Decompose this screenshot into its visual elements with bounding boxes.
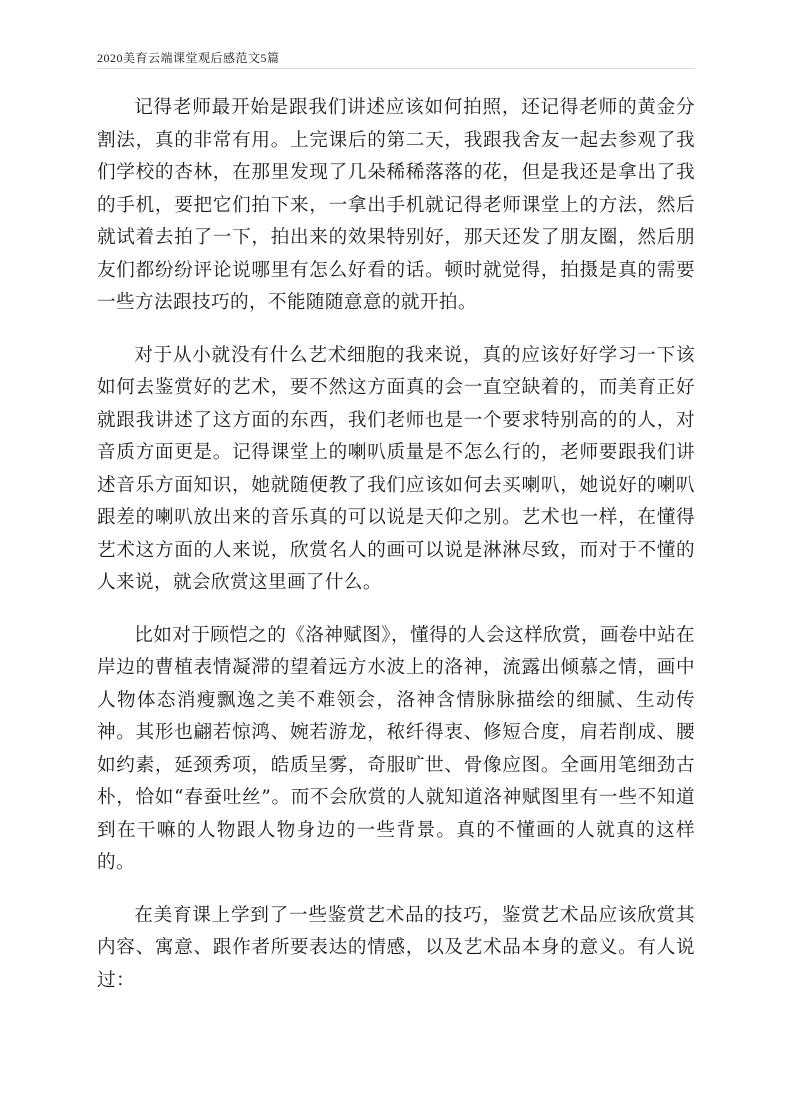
page-header-title: 2020美育云端课堂观后感范文5篇	[97, 51, 280, 65]
paragraph-luoshen-painting: 比如对于顾恺之的《洛神赋图》，懂得的人会这样欣赏，画卷中站在岸边的曹植表情凝滞的望着远方水波上的洛神，流露出倾慕之情，画中人物体态消瘦飘逸之美不难领会，洛神含情脉脉描绘的细腻、生动传神。其形也翩若惊鸿、婉若游龙，秾纤得衷、修短合度，肩若削成、腰如约素，延颈秀项，皓质呈雾，奇服旷世、骨像应图。全画用笔细劲古朴，恰如“春蚕吐丝”。而不会欣赏的人就知道洛神赋图里有一些不知道到在干嘛的人物跟人物身边的一些背景。真的不懂画的人就真的这样的。	[97, 624, 695, 873]
header-divider	[97, 68, 695, 69]
paragraph-art-appreciation: 对于从小就没有什么艺术细胞的我来说，真的应该好好学习一下该如何去鉴赏好的艺术，要不然这方面真的会一直空缺着的，而美育正好就跟我讲述了这方面的东西，我们老师也是一个要求特别高的的人，对音质方面更是。记得课堂上的喇叭质量是不怎么行的，老师要跟我们讲述音乐方面知识，她就随便教了我们应该如何去买喇叭，她说好的喇叭跟差的喇叭放出来的音乐真的可以说是天仰之别。艺术也一样，在懂得艺术这方面的人来说，欣赏名人的画可以说是淋淋尽致，而对于不懂的人来说，就会欣赏这里画了什么。	[97, 344, 695, 593]
paragraph-photography: 记得老师最开始是跟我们讲述应该如何拍照，还记得老师的黄金分割法，真的非常有用。上完课后的第二天，我跟我舍友一起去参观了我们学校的杏林，在那里发现了几朵稀稀落落的花，但是我还是拿出了我的手机，要把它们拍下来，一拿出手机就记得老师课堂上的方法，然后就试着去拍了一下，拍出来的效果特别好，那天还发了朋友圈，然后朋友们都纷纷评论说哪里有怎么好看的话。顿时就觉得，拍摄是真的需要一些方法跟技巧的，不能随随意意的就开拍。	[97, 97, 695, 313]
paragraph-appreciation-skills: 在美育课上学到了一些鉴赏艺术品的技巧，鉴赏艺术品应该欣赏其内容、寓意、跟作者所要表达的情感，以及艺术品本身的意义。有人说过：	[97, 904, 695, 991]
document-body	[97, 92, 695, 1017]
